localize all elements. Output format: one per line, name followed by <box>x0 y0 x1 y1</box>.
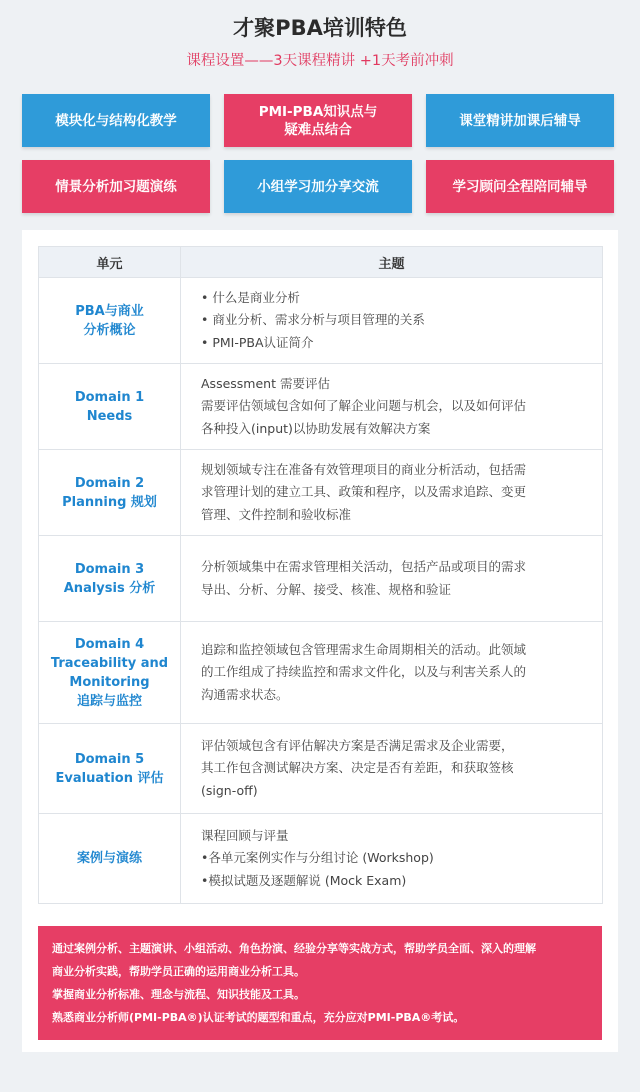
feature-label: 小组学习加分享交流 <box>257 178 379 195</box>
header-topic: 主题 <box>181 247 603 278</box>
topic-cell <box>181 724 603 814</box>
topic-line: 追踪和监控领域包含管理需求生命周期相关的活动。此领域 <box>201 641 527 657</box>
topic-line: 各种投入(input)以协助发展有效解决方案 <box>201 420 431 436</box>
banner-line: 熟悉商业分析师(PMI-PBA®)认证考试的题型和重点，充分应对PMI-PBA®考试。 <box>52 1011 465 1024</box>
unit-cell <box>39 724 181 814</box>
topic-cell <box>181 450 603 536</box>
page-title: 才聚PBA培训特色 <box>233 16 407 40</box>
unit-text: 分析概论 <box>83 322 136 338</box>
topic-line: 的工作组成了持续监控和需求文件化，以及与利害关系人的 <box>201 664 527 680</box>
table-row <box>39 278 603 364</box>
feature-label: PMI-PBA知识点与 疑难点结合 <box>258 103 378 138</box>
unit-text: Domain 4 <box>74 636 145 652</box>
feature-tile <box>224 94 412 147</box>
topic-line: 课程回顾与评量 <box>201 827 289 843</box>
feature-label: 课堂精讲加课后辅导 <box>459 112 581 129</box>
topic-line: • PMI-PBA认证简介 <box>201 334 314 350</box>
topic-line: • 商业分析、需求分析与项目管理的关系 <box>201 312 425 328</box>
table-header-row <box>39 247 603 278</box>
unit-text: Analysis 分析 <box>63 580 156 596</box>
feature-tile <box>22 160 210 213</box>
topic-line: (sign-off) <box>201 782 258 798</box>
unit-cell <box>39 536 181 622</box>
topic-line: 求管理计划的建立工具、政策和程序，以及需求追踪、变更 <box>201 484 527 500</box>
table-row <box>39 814 603 904</box>
banner-line: 商业分析实践，帮助学员正确的运用商业分析工具。 <box>52 965 305 978</box>
topic-line: 其工作包含测试解决方案、决定是否有差距，和获取签核 <box>201 760 514 776</box>
topic-cell <box>181 278 603 364</box>
banner-line: 掌握商业分析标准、理念与流程、知识技能及工具。 <box>52 988 305 1001</box>
topic-cell <box>181 536 603 622</box>
course-card <box>22 230 618 1052</box>
feature-tile <box>22 94 210 147</box>
topic-line: •模拟试题及逐题解说 (Mock Exam) <box>201 872 407 888</box>
course-table <box>38 246 603 904</box>
unit-text: PBA与商业 <box>75 303 144 319</box>
table-row <box>39 364 603 450</box>
table-row <box>39 450 603 536</box>
unit-text: 案例与演练 <box>76 851 142 866</box>
feature-label: 模块化与结构化教学 <box>55 112 177 129</box>
unit-text: Evaluation 评估 <box>55 770 164 786</box>
header-unit: 单元 <box>39 247 181 278</box>
table-row <box>39 622 603 724</box>
banner-line: 通过案例分析、主题演讲、小组活动、角色扮演、经验分享等实战方式，帮助学员全面、深入的理解 <box>52 942 536 955</box>
page-subtitle: 课程设置——3天课程精讲 +1天考前冲刺 <box>186 53 454 69</box>
feature-label: 学习顾问全程陪同辅导 <box>452 178 588 195</box>
topic-cell <box>181 364 603 450</box>
unit-text: Planning 规划 <box>62 494 157 510</box>
summary-banner <box>38 926 602 1040</box>
unit-text: Domain 1 <box>74 389 145 405</box>
feature-tile <box>224 160 412 213</box>
topic-line: 沟通需求状态。 <box>201 686 289 702</box>
feature-tile <box>426 160 614 213</box>
topic-line: 管理、文件控制和验收标准 <box>201 506 352 522</box>
unit-cell <box>39 814 181 904</box>
topic-line: 规划领域专注在准备有效管理项目的商业分析活动，包括需 <box>201 461 527 477</box>
unit-text: Domain 5 <box>74 751 145 767</box>
topic-cell <box>181 622 603 724</box>
topic-cell <box>181 814 603 904</box>
unit-cell <box>39 364 181 450</box>
feature-tile <box>426 94 614 147</box>
unit-text: Domain 2 <box>74 475 145 491</box>
unit-text: Domain 3 <box>74 561 145 577</box>
table-row <box>39 724 603 814</box>
unit-cell <box>39 450 181 536</box>
topic-line: 评估领域包含有评估解决方案是否满足需求及企业需要， <box>201 737 514 753</box>
topic-line: • 什么是商业分析 <box>201 289 300 305</box>
unit-text: Needs <box>86 408 133 424</box>
unit-cell <box>39 278 181 364</box>
feature-label: 情景分析加习题演练 <box>55 178 177 195</box>
table-row <box>39 536 603 622</box>
unit-text: Traceability and <box>50 655 169 671</box>
topic-line: •各单元案例实作与分组讨论 (Workshop) <box>201 850 434 866</box>
topic-line: 导出、分析、分解、接受、核准、规格和验证 <box>201 581 452 597</box>
topic-line: Assessment 需要评估 <box>201 375 330 391</box>
unit-cell <box>39 622 181 724</box>
topic-line: 需要评估领域包含如何了解企业问题与机会，以及如何评估 <box>201 398 527 414</box>
topic-line: 分析领域集中在需求管理相关活动，包括产品或项目的需求 <box>201 559 527 574</box>
unit-text: 追踪与监控 <box>76 693 142 709</box>
unit-text: Monitoring <box>69 674 150 690</box>
